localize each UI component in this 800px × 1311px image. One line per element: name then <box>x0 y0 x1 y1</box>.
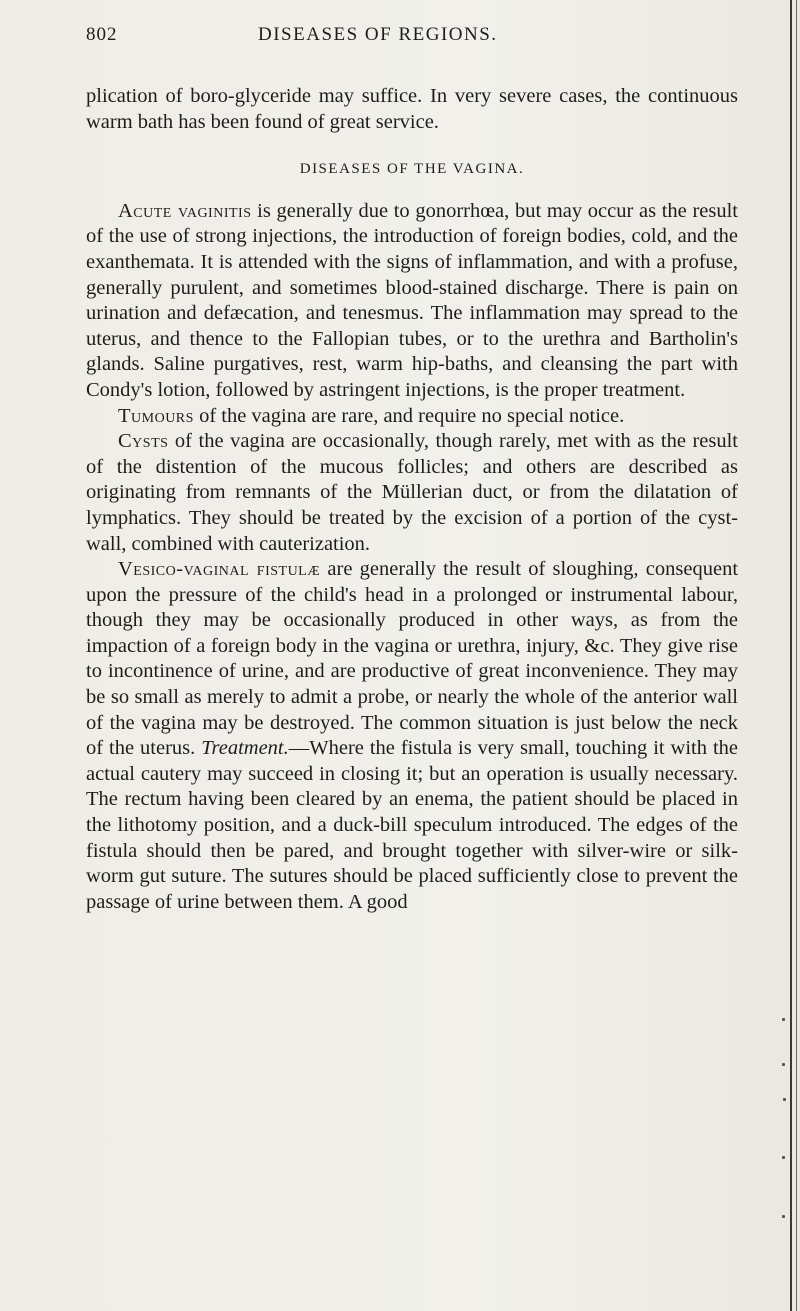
paragraph-body: of the vagina are occasionally, though rarely, met with as the result of the distention of the mucous follicles; and others are described as originating from remnants of the Müllerian duct, or from the dilatation of lymphatics. They should be treated by the excision of a portion of the cyst-wall, combined with cauterization. <box>86 430 738 555</box>
page-edge-mark <box>782 1018 785 1021</box>
page-edge-mark <box>782 1156 785 1159</box>
paragraph-continuation: plication of boro-glyceride may suffice. In very severe cases, the continuous warm bath has been found of great service. <box>86 85 738 133</box>
running-title: DISEASES OF REGIONS. <box>258 24 498 45</box>
paragraph-lead: Tumours <box>118 404 194 427</box>
page-edge-line <box>796 0 797 1311</box>
treatment-label: Treatment. <box>201 737 289 760</box>
page-edge-mark <box>782 1215 785 1218</box>
paragraph-lead: Acute vaginitis <box>118 199 252 222</box>
page-edge-mark <box>782 1063 785 1066</box>
paragraph-lead: Vesico-vaginal fistulæ <box>118 558 321 581</box>
page-edge-mark <box>783 1098 786 1101</box>
paragraph-body: of the vagina are rare, and require no special notice. <box>193 404 625 427</box>
body-text <box>86 84 738 915</box>
page-number: 802 <box>86 24 118 45</box>
paragraph-body: is generally due to gonorrhœa, but may occur as the result of the use of strong injections, the introduction of foreign bodies, cold, and the exanthemata. It is attended with the signs of inflammation, and with a profuse, generally purulent, and sometimes blood-stained discharge. There is pain on urination and defæcation, and tenesmus. The inflammation may spread to the uterus, and thence to the Fallopian tubes, or to the urethra and Bartholin's glands. Saline purgatives, rest, warm hip-baths, and cleansing the part with Condy's lotion, followed by astringent injections, is the proper treatment. <box>86 199 738 401</box>
paragraph-acute-vaginitis <box>86 199 738 404</box>
treatment-text: —Where the fistula is very small, touching it with the actual cautery may succeed in closing it; but an operation is usually necessary. The rectum having been cleared by an enema, the patient should be placed in the lithotomy position, and a duck-bill speculum introduced. The edges of the fistula should then be pared, and brought together with silver-wire or silk-worm gut suture. The sutures should be placed sufficiently close to prevent the passage of urine between them. A good <box>86 737 739 913</box>
paragraph-fistulae <box>86 557 738 915</box>
running-head <box>86 24 736 52</box>
section-heading: DISEASES OF THE VAGINA. <box>299 161 525 178</box>
paragraph-body: are generally the result of sloughing, consequent upon the pressure of the child's head in a prolonged or instrumental labour, though they may be occasionally produced in other ways, as from the impaction of a foreign body in the vagina or urethra, injury, &c. They give rise to incontinence of urine, and are productive of great inconvenience. They may be so small as merely to admit a probe, or nearly the whole of the anterior wall of the vagina may be destroyed. The common situation is just below the neck of the uterus. <box>86 558 739 760</box>
paragraph-lead: Cysts <box>118 430 169 453</box>
paragraph-tumours <box>86 404 738 430</box>
paragraph-cysts <box>86 429 738 557</box>
page-edge-line <box>790 0 792 1311</box>
